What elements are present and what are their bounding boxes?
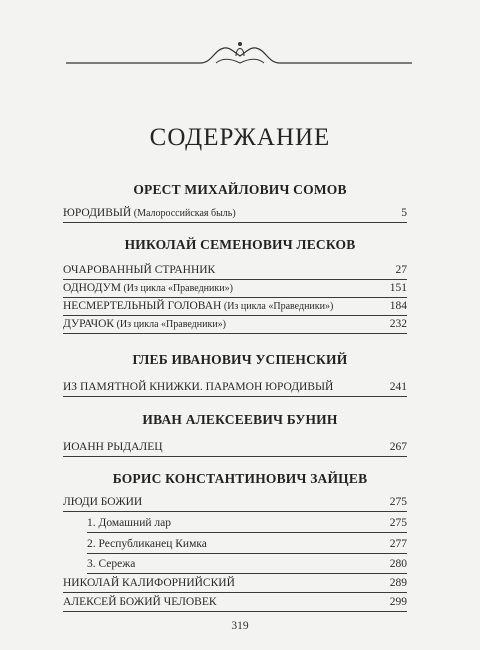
entry-page: 267 [389,441,407,453]
entry-page: 5 [401,207,407,219]
entry-title: НЕСМЕРТЕЛЬНЫЙ ГОЛОВАН [63,300,222,312]
entry-title: АЛЕКСЕЙ БОЖИЙ ЧЕЛОВЕК [63,596,217,608]
entry-title: ОЧАРОВАННЫЙ СТРАННИК [63,264,216,276]
entry-page: 275 [389,496,407,508]
toc-entry[interactable] [63,299,407,316]
entry-page: 280 [389,558,407,570]
entry-page: 275 [389,517,407,529]
toc-entry[interactable] [87,557,407,574]
toc-entry[interactable] [63,495,407,512]
entry-note: (Из цикла «Праведники») [114,319,227,330]
entry-page: 232 [389,318,407,330]
author-heading: ОРЕСТ МИХАЙЛОВИЧ СОМОВ [133,182,347,197]
entry-title: ЮРОДИВЫЙ [63,207,132,219]
author-heading: ИВАН АЛЕКСЕЕВИЧ БУНИН [142,412,338,427]
entry-title: ОДНОДУМ [63,282,121,294]
entry-title: ЛЮДИ БОЖИИ [63,496,143,508]
entry-title: 3. Сережа [87,558,136,570]
entry-page: 151 [389,282,407,294]
toc-entry[interactable] [63,576,407,593]
toc-entry[interactable] [63,440,407,457]
toc-entry[interactable] [63,317,407,334]
entry-page: 184 [389,300,407,312]
toc-entry[interactable] [63,206,407,223]
entry-page: 277 [389,538,407,550]
toc-entry[interactable] [63,380,407,397]
contents-title: СОДЕРЖАНИЕ [149,124,331,151]
toc-entry[interactable] [63,263,407,280]
entry-title: ИЗ ПАМЯТНОЙ КНИЖКИ. ПАРАМОН ЮРОДИВЫЙ [63,381,334,393]
page-number: 319 [231,620,249,632]
entry-page: 289 [389,577,407,589]
entry-title: 1. Домашний лар [87,517,171,529]
entry-page: 241 [389,381,407,393]
entry-title: ДУРАЧОК [63,318,115,330]
entry-note: (Малороссийская быль) [131,208,236,219]
author-heading: ГЛЕБ ИВАНОВИЧ УСПЕНСКИЙ [132,352,348,367]
entry-note: (Из цикла «Праведники») [221,301,334,312]
entry-title: 2. Республиканец Кимка [87,538,207,550]
entry-page: 27 [395,264,407,276]
entry-title: ИОАНН РЫДАЛЕЦ [63,441,163,453]
entry-note: (Из цикла «Праведники») [120,283,233,294]
author-heading: НИКОЛАЙ СЕМЕНОВИЧ ЛЕСКОВ [124,237,356,252]
author-heading: БОРИС КОНСТАНТИНОВИЧ ЗАЙЦЕВ [112,471,368,486]
toc-entry[interactable] [63,595,407,612]
entry-title: НИКОЛАЙ КАЛИФОРНИЙСКИЙ [63,577,235,589]
toc-entry[interactable] [63,281,407,298]
toc-entry[interactable] [87,516,407,533]
ornament-divider-icon [0,36,480,76]
toc-entry[interactable] [87,537,407,554]
entry-page: 299 [389,596,407,608]
